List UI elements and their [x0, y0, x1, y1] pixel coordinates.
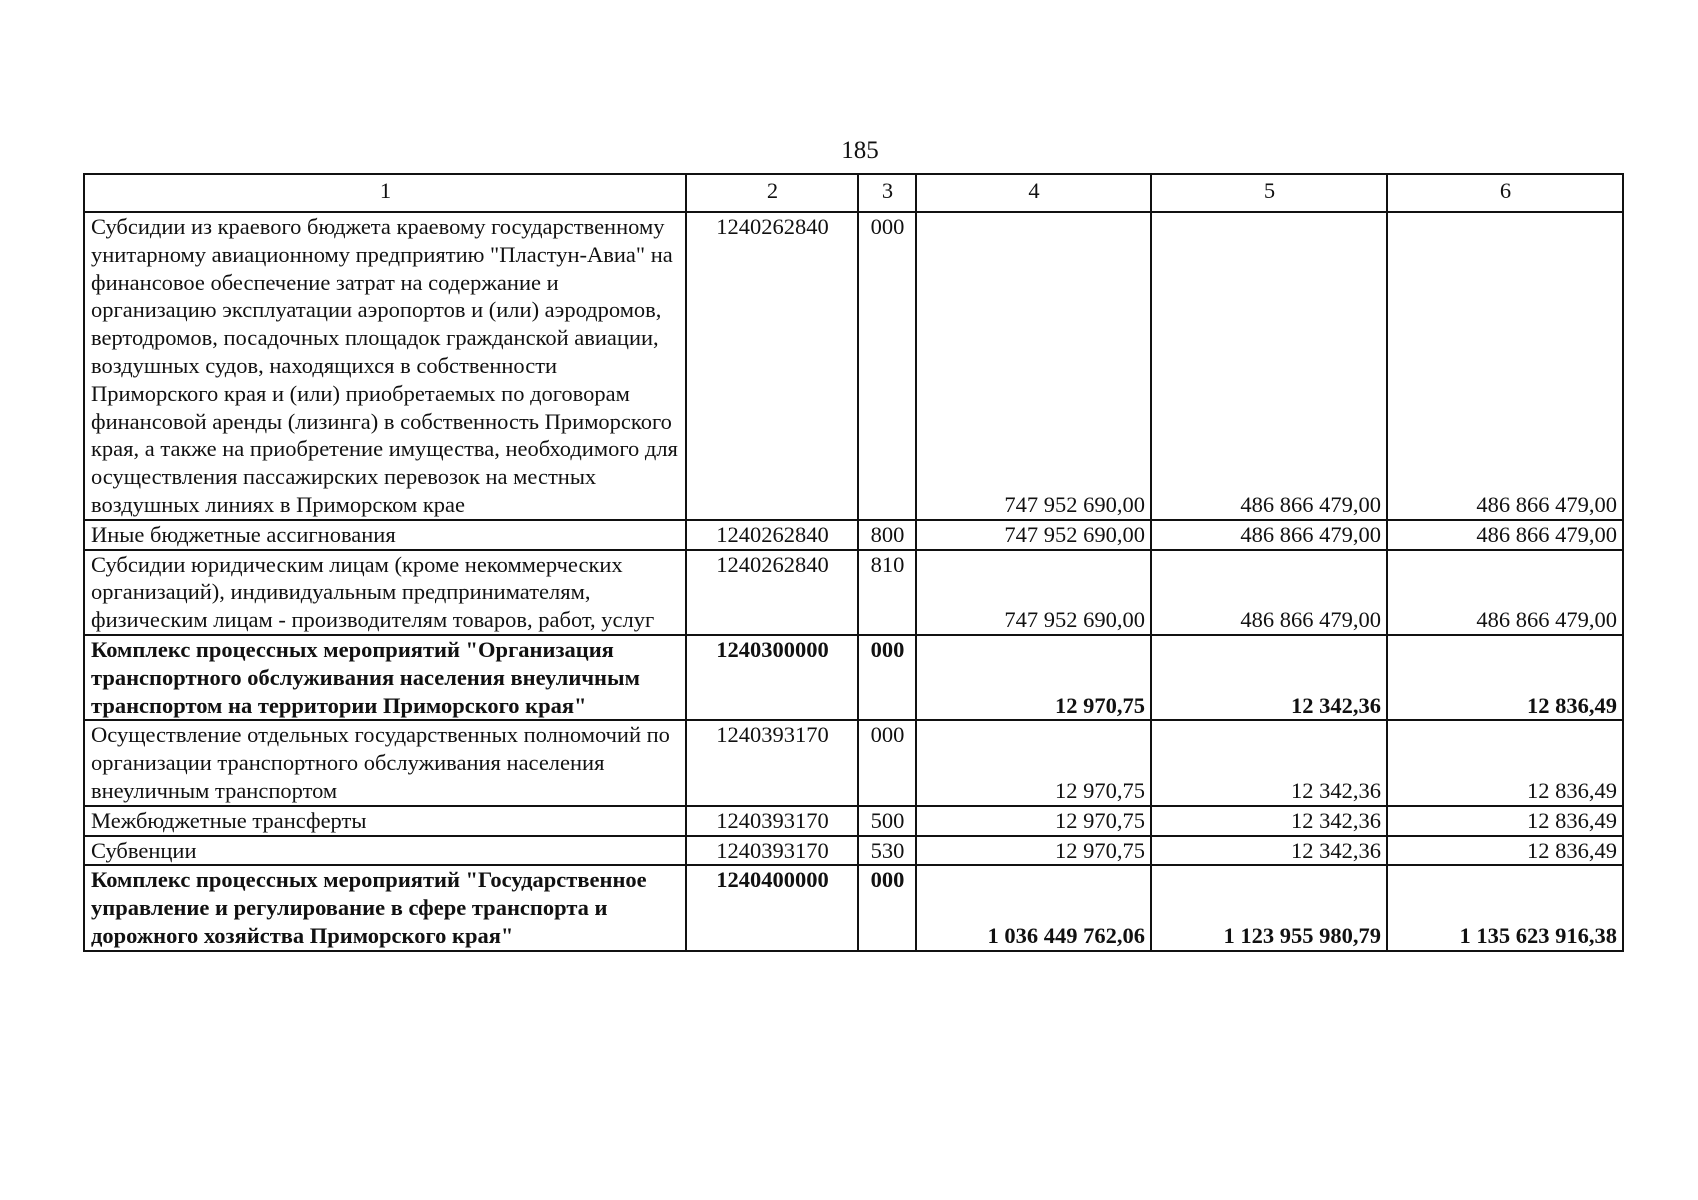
row-amount-col6: 12 836,49: [1387, 635, 1623, 720]
row-expense-type: 530: [858, 836, 916, 866]
row-amount-col5: 1 123 955 980,79: [1151, 865, 1387, 950]
row-amount-col5: 12 342,36: [1151, 635, 1387, 720]
row-name: Иные бюджетные ассигнования: [84, 520, 686, 550]
row-target-code: 1240262840: [686, 212, 858, 520]
row-expense-type: 000: [858, 865, 916, 950]
row-amount-col6: 486 866 479,00: [1387, 550, 1623, 635]
table-row: [84, 836, 1623, 866]
row-target-code: 1240393170: [686, 836, 858, 866]
header-cell: 2: [686, 174, 858, 212]
table-row: [84, 212, 1623, 520]
row-target-code: 1240262840: [686, 550, 858, 635]
page-number: 185: [841, 137, 879, 164]
row-amount-col5: 486 866 479,00: [1151, 550, 1387, 635]
table-row: [84, 520, 1623, 550]
header-cell: 3: [858, 174, 916, 212]
row-amount-col6: 12 836,49: [1387, 720, 1623, 805]
table-header-row: [84, 174, 1623, 212]
row-expense-type: 810: [858, 550, 916, 635]
row-name: Осуществление отдельных государственных полномочий по организации транспортного обслуживания населения внеуличным транспортом: [84, 720, 686, 805]
header-cell: 6: [1387, 174, 1623, 212]
row-amount-col4: 12 970,75: [916, 806, 1151, 836]
row-target-code: 1240393170: [686, 806, 858, 836]
table-row: [84, 806, 1623, 836]
row-name: Комплекс процессных мероприятий "Государственное управление и регулирование в сфере транспорта и дорожного хозяйства Приморского края": [84, 865, 686, 950]
row-amount-col6: 486 866 479,00: [1387, 212, 1623, 520]
table-row-section: [84, 635, 1623, 720]
row-target-code: 1240393170: [686, 720, 858, 805]
row-name: Комплекс процессных мероприятий "Организация транспортного обслуживания населения внеуличным транспортом на территории Приморского края": [84, 635, 686, 720]
row-amount-col5: 486 866 479,00: [1151, 212, 1387, 520]
table-row: [84, 550, 1623, 635]
row-expense-type: 000: [858, 635, 916, 720]
row-expense-type: 000: [858, 720, 916, 805]
row-name: Субсидии юридическим лицам (кроме некоммерческих организаций), индивидуальным предпринимателям, физическим лицам - производителям товаров, работ, услуг: [84, 550, 686, 635]
table-row-section: [84, 865, 1623, 950]
row-amount-col4: 747 952 690,00: [916, 212, 1151, 520]
row-amount-col4: 12 970,75: [916, 720, 1151, 805]
row-expense-type: 500: [858, 806, 916, 836]
row-target-code: 1240400000: [686, 865, 858, 950]
row-expense-type: 000: [858, 212, 916, 520]
row-name: Межбюджетные трансферты: [84, 806, 686, 836]
row-amount-col5: 12 342,36: [1151, 836, 1387, 866]
row-amount-col5: 486 866 479,00: [1151, 520, 1387, 550]
row-name: Субвенции: [84, 836, 686, 866]
row-amount-col6: 12 836,49: [1387, 836, 1623, 866]
row-amount-col6: 486 866 479,00: [1387, 520, 1623, 550]
budget-table: [83, 173, 1624, 952]
row-amount-col4: 747 952 690,00: [916, 520, 1151, 550]
row-amount-col5: 12 342,36: [1151, 806, 1387, 836]
table-row: [84, 720, 1623, 805]
header-cell: 1: [84, 174, 686, 212]
row-target-code: 1240300000: [686, 635, 858, 720]
row-expense-type: 800: [858, 520, 916, 550]
row-target-code: 1240262840: [686, 520, 858, 550]
header-cell: 4: [916, 174, 1151, 212]
header-cell: 5: [1151, 174, 1387, 212]
row-amount-col4: 12 970,75: [916, 836, 1151, 866]
row-amount-col4: 12 970,75: [916, 635, 1151, 720]
row-name: Субсидии из краевого бюджета краевому государственному унитарному авиационному предприятию "Пластун-Авиа" на финансовое обеспечение затрат на содержание и организацию эксплуатации аэропортов и (или) аэродромов, вертодромов, посадочных площадок гражданской авиации, воздушных судов, находящихся в собственности Приморского края и (или) приобретаемых по договорам финансовой аренды (лизинга) в собственность Приморского края, а также на приобретение имущества, необходимого для осуществления пассажирских перевозок на местных воздушных линиях в Приморском крае: [84, 212, 686, 520]
row-amount-col5: 12 342,36: [1151, 720, 1387, 805]
row-amount-col6: 1 135 623 916,38: [1387, 865, 1623, 950]
row-amount-col6: 12 836,49: [1387, 806, 1623, 836]
row-amount-col4: 747 952 690,00: [916, 550, 1151, 635]
row-amount-col4: 1 036 449 762,06: [916, 865, 1151, 950]
